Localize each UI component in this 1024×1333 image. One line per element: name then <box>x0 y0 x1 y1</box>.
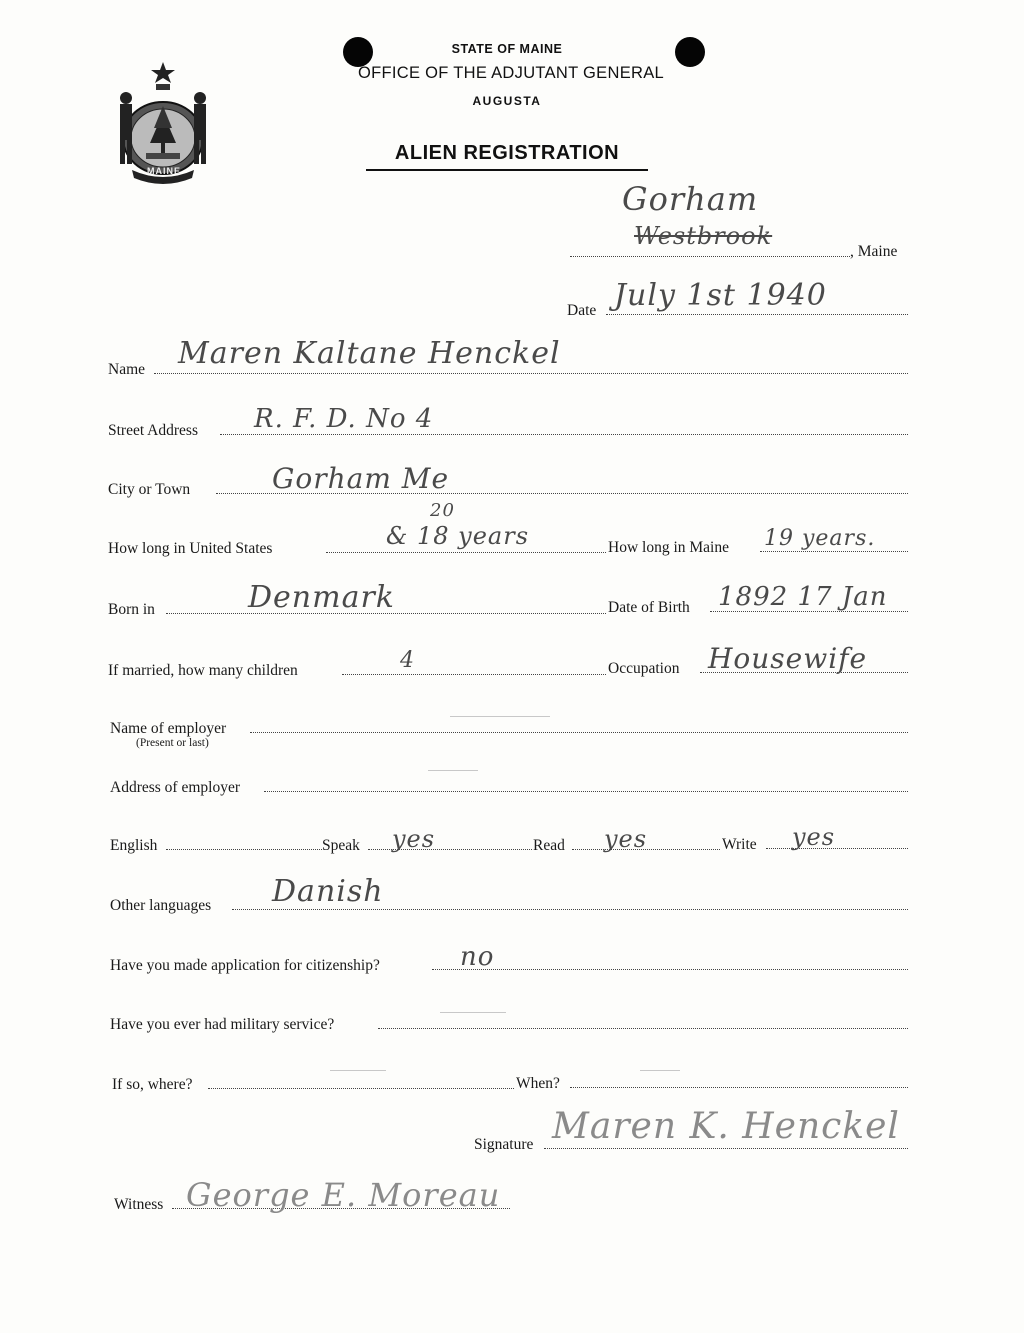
when-line <box>570 1087 908 1088</box>
employer-sublabel: (Present or last) <box>136 737 209 749</box>
citizenship-value: no <box>460 942 495 972</box>
when-label: When? <box>516 1075 560 1092</box>
witness-label: Witness <box>114 1196 164 1213</box>
children-value: 4 <box>400 648 415 673</box>
when-stray-mark <box>640 1070 680 1071</box>
other-languages-value: Danish <box>272 874 384 909</box>
dob-label: Date of Birth <box>608 599 690 616</box>
maine-duration-label: How long in Maine <box>608 539 729 556</box>
maine-duration-line <box>760 551 908 552</box>
employer-address-stray-mark <box>428 770 478 771</box>
town-line <box>570 256 850 257</box>
date-line <box>606 314 908 315</box>
citizenship-label: Have you made application for citizenship? <box>110 957 380 974</box>
name-line <box>154 373 908 374</box>
punch-hole-right <box>675 37 705 67</box>
employer-address-line <box>264 791 908 792</box>
employer-stray-mark <box>450 716 550 717</box>
write-line <box>766 848 908 849</box>
other-languages-label: Other languages <box>110 897 212 914</box>
seal-scroll-text: MAINE <box>147 166 181 176</box>
speak-label: Speak <box>322 837 360 854</box>
street-label: Street Address <box>108 422 198 439</box>
street-line <box>220 434 908 435</box>
us-duration-value: & 18 years <box>386 522 530 550</box>
military-line <box>378 1028 908 1029</box>
occupation-label: Occupation <box>608 660 680 677</box>
form-title: ALIEN REGISTRATION <box>394 142 620 164</box>
write-label: Write <box>722 836 757 853</box>
write-value: yes <box>792 823 836 851</box>
signature-value: Maren K. Henckel <box>552 1106 900 1147</box>
city-value: Gorham Me <box>272 462 450 495</box>
date-label: Date <box>567 302 597 319</box>
military-stray-mark <box>440 1012 506 1013</box>
town-handwritten: Gorham <box>622 180 759 218</box>
punch-hole-left <box>343 37 373 67</box>
born-label: Born in <box>108 601 155 618</box>
witness-value: George E. Moreau <box>186 1176 501 1214</box>
employer-line <box>250 732 908 733</box>
state-heading: STATE OF MAINE <box>451 42 563 56</box>
children-label: If married, how many children <box>108 662 298 679</box>
state-suffix: , Maine <box>850 243 898 260</box>
speak-value: yes <box>392 825 436 853</box>
read-value: yes <box>604 825 648 853</box>
where-stray-mark <box>330 1070 386 1071</box>
name-value: Maren Kaltane Henckel <box>178 336 561 371</box>
where-label: If so, where? <box>112 1076 193 1093</box>
citizenship-line <box>432 969 908 970</box>
city-label: City or Town <box>108 481 191 498</box>
office-heading: OFFICE OF THE ADJUTANT GENERAL <box>357 64 665 82</box>
where-line <box>208 1088 514 1089</box>
street-value: R. F. D. No 4 <box>254 404 434 434</box>
signature-line <box>544 1148 908 1149</box>
employer-address-label: Address of employer <box>110 779 240 796</box>
english-label: English <box>110 837 158 854</box>
title-underline <box>366 169 648 171</box>
name-label: Name <box>108 361 146 378</box>
occupation-value: Housewife <box>708 642 868 675</box>
read-label: Read <box>533 837 565 854</box>
employer-label: Name of employer <box>110 720 227 737</box>
children-line <box>342 674 606 675</box>
english-line <box>166 849 322 850</box>
struck-town: Westbrook <box>634 222 773 250</box>
other-languages-line <box>232 909 908 910</box>
us-duration-label: How long in United States <box>108 540 273 557</box>
us-duration-correction: 20 <box>430 500 455 521</box>
military-label: Have you ever had military service? <box>110 1016 335 1033</box>
maine-duration-value: 19 years. <box>764 526 876 551</box>
city-heading: AUGUSTA <box>472 94 542 108</box>
dob-value: 1892 17 Jan <box>718 582 888 612</box>
date-value: July 1st 1940 <box>614 278 827 313</box>
us-duration-line <box>326 552 606 553</box>
signature-label: Signature <box>474 1136 534 1153</box>
born-value: Denmark <box>248 580 395 615</box>
